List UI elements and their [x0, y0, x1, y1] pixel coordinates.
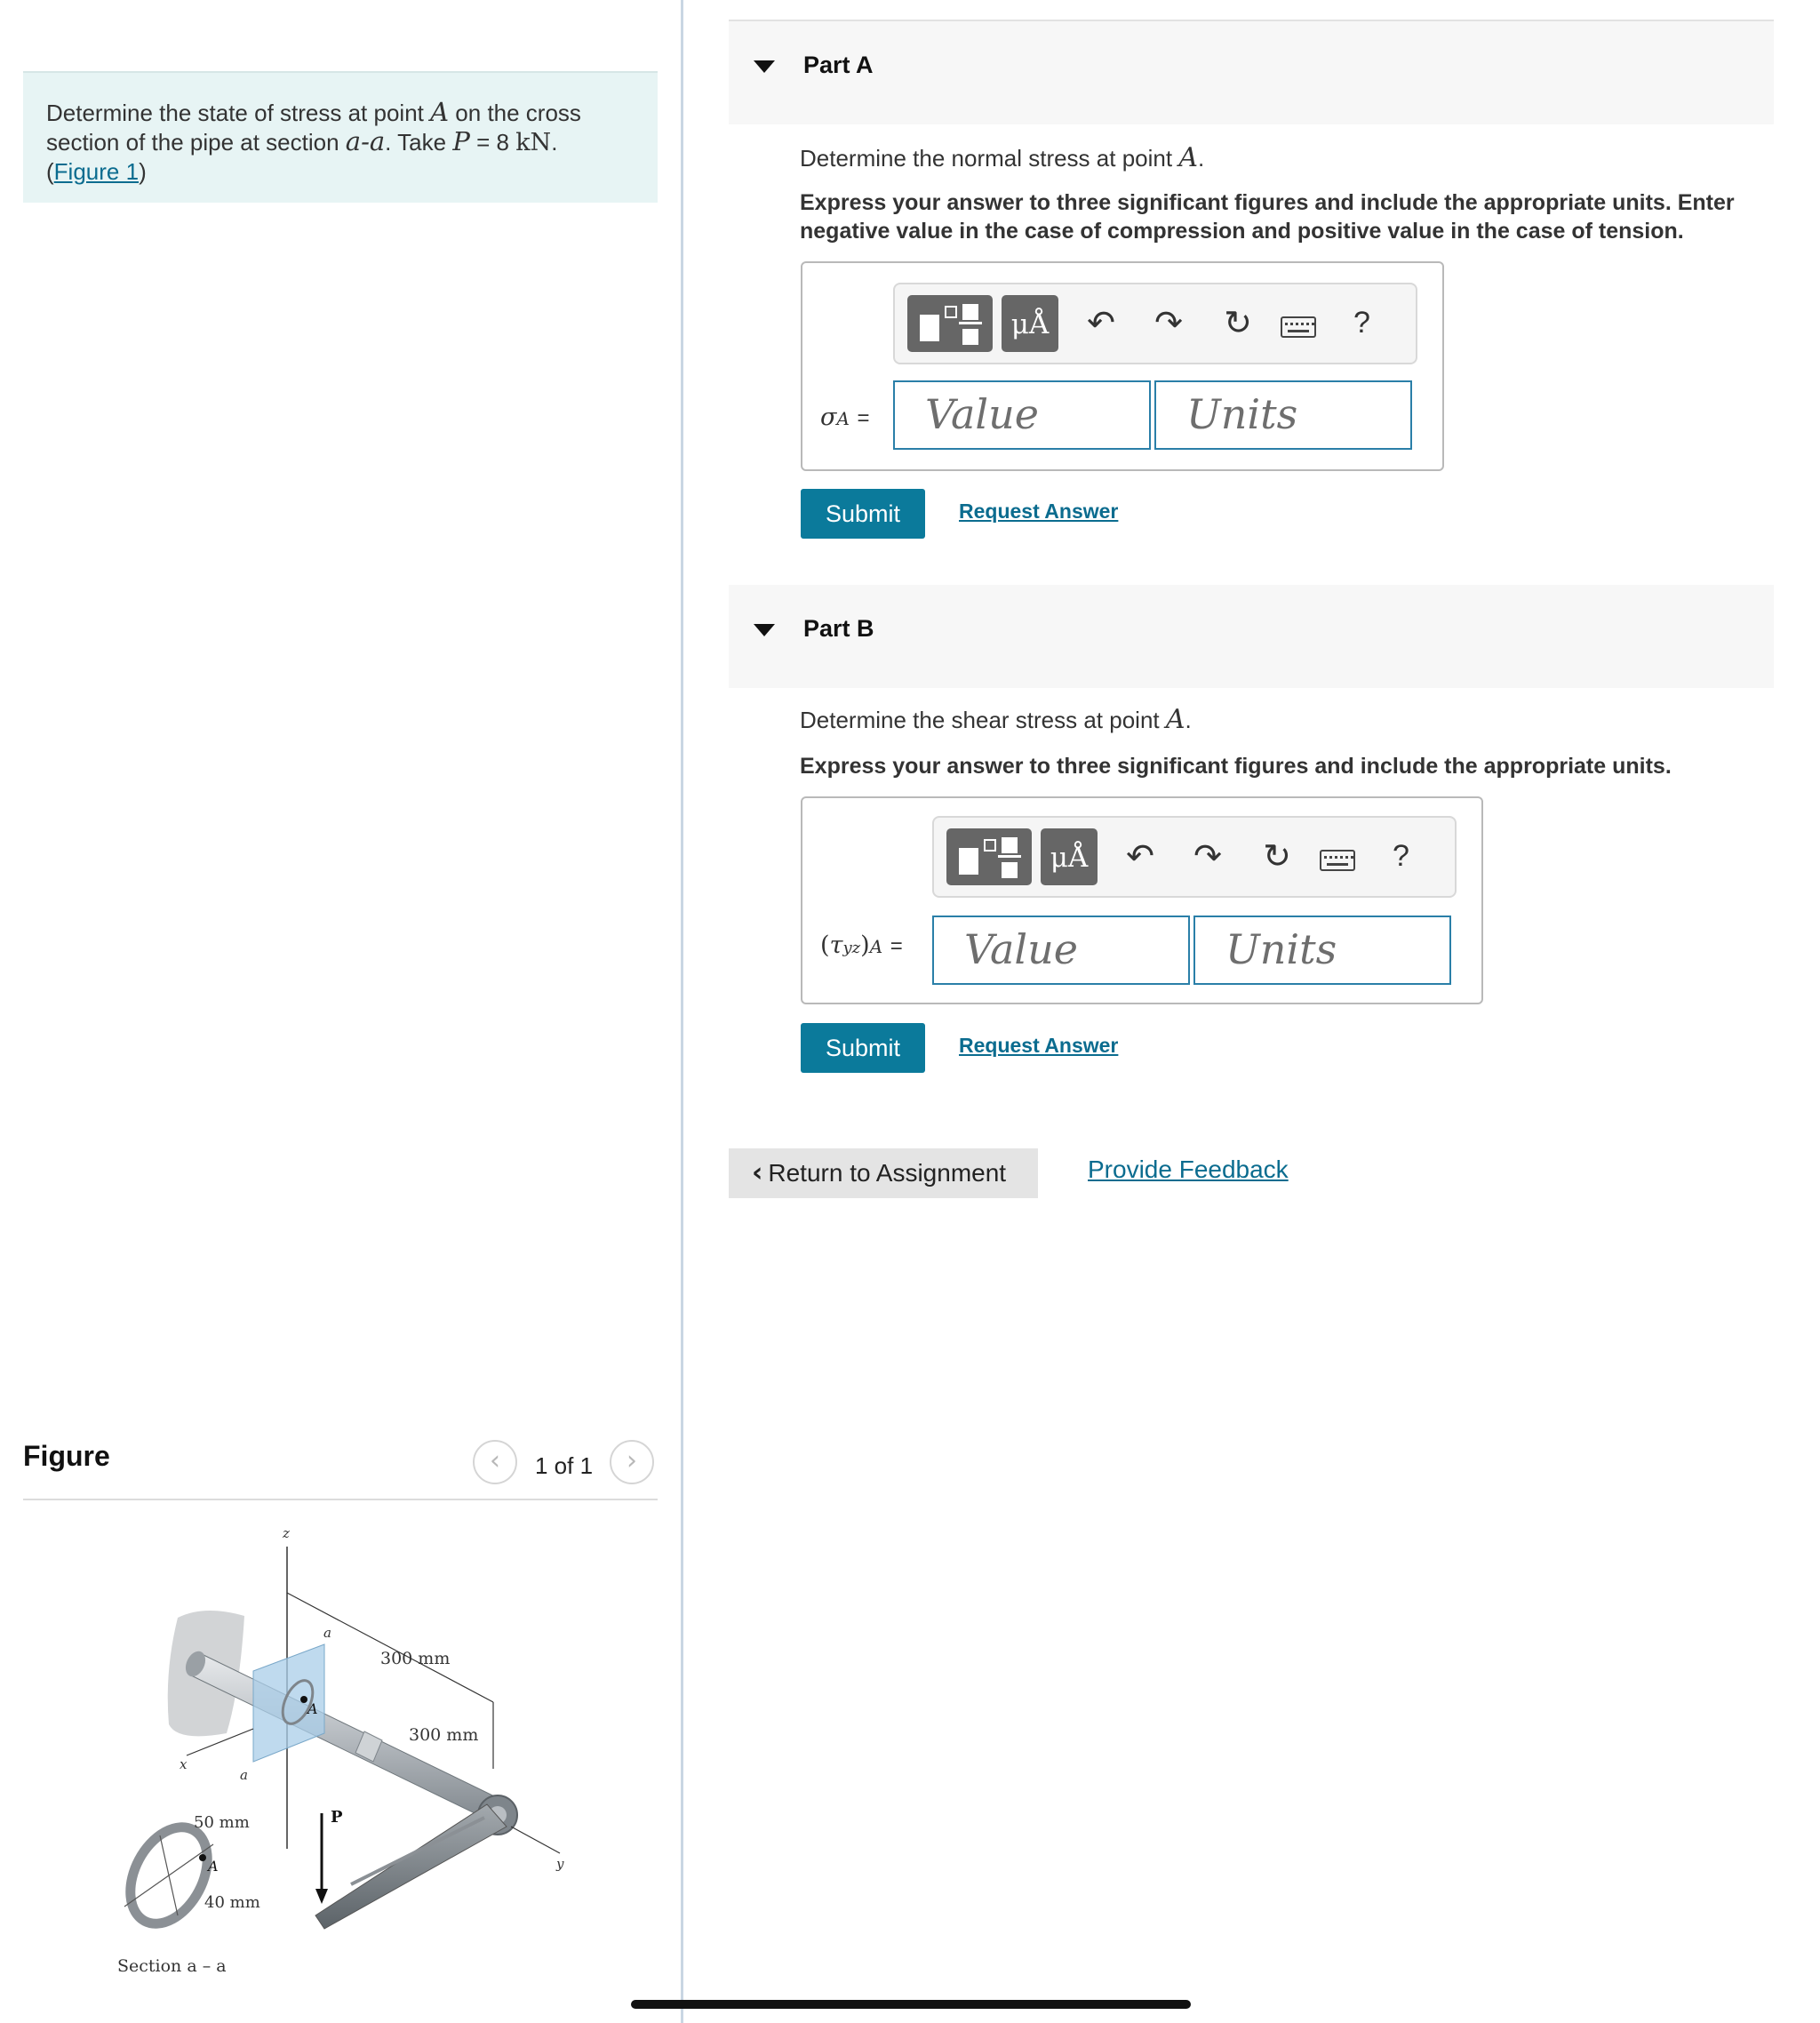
- section-label-bottom: a: [240, 1767, 248, 1783]
- outer-diameter-label: 50 mm: [194, 1813, 250, 1832]
- part-b-label-eq: =: [890, 934, 903, 958]
- pipe-figure: [0, 1511, 675, 2009]
- part-b-toolbar: [932, 816, 1457, 898]
- inner-diameter-label: 40 mm: [204, 1893, 260, 1912]
- figure-divider: [23, 1499, 658, 1500]
- part-b-question: Determine the shear stress at point A.: [800, 704, 1192, 735]
- chevron-left-icon: ‹: [490, 1445, 500, 1476]
- part-a-title: Part A: [803, 52, 874, 78]
- problem-point: A: [430, 97, 450, 127]
- figure-link[interactable]: Figure 1: [53, 158, 140, 185]
- part-b-request-answer-link[interactable]: Request Answer: [959, 1034, 1119, 1057]
- provide-feedback-link[interactable]: Provide Feedback: [1088, 1155, 1289, 1183]
- part-a-label-sub: A: [836, 408, 850, 429]
- keyboard-icon[interactable]: [1281, 316, 1316, 338]
- part-a-submit-button[interactable]: Submit: [801, 489, 925, 539]
- help-button[interactable]: ?: [1353, 306, 1370, 340]
- section-label-top: a: [323, 1625, 331, 1641]
- units-symbols-button[interactable]: μÅ: [1041, 828, 1098, 885]
- problem-text-1: Determine the state of stress at point: [46, 100, 424, 126]
- part-b-label: (τyz)A =: [820, 932, 903, 959]
- part-b-label-sub: A: [869, 936, 883, 957]
- part-b-title: Part B: [803, 615, 874, 642]
- part-b-answer-box: [801, 796, 1483, 1004]
- template-block-icon[interactable]: [946, 828, 1032, 885]
- problem-period: .: [551, 129, 558, 156]
- units-symbols-button[interactable]: μÅ: [1002, 295, 1058, 352]
- part-b-question-point: A: [1165, 704, 1185, 735]
- problem-equals: =: [476, 129, 491, 156]
- x-axis-label: x: [180, 1756, 188, 1772]
- chevron-right-icon: ›: [627, 1445, 637, 1476]
- part-a-units-input[interactable]: Units: [1154, 380, 1412, 450]
- dimension-300-1: 300 mm: [380, 1649, 451, 1668]
- return-label: Return to Assignment: [768, 1159, 1007, 1187]
- part-a-toolbar: [893, 283, 1417, 364]
- part-a-value-input[interactable]: Value: [893, 380, 1151, 450]
- part-a-question: Determine the normal stress at point A.: [800, 142, 1205, 173]
- part-a-question-text: Determine the normal stress at point: [800, 145, 1173, 172]
- home-indicator[interactable]: [631, 2000, 1191, 2009]
- template-block-icon[interactable]: [907, 295, 993, 352]
- part-b-units-input[interactable]: Units: [1193, 916, 1451, 985]
- z-axis-label: z: [283, 1525, 290, 1541]
- redo-icon[interactable]: ↷: [1193, 836, 1222, 876]
- part-a-request-answer-link[interactable]: Request Answer: [959, 500, 1119, 523]
- part-b-instruction: Express your answer to three significant figures and include the appropriate units.: [800, 754, 1672, 779]
- part-b-header[interactable]: [729, 585, 1774, 688]
- y-axis-label: y: [556, 1856, 564, 1872]
- column-divider: [681, 0, 683, 2023]
- reset-icon[interactable]: ↻: [1224, 303, 1252, 342]
- undo-icon[interactable]: ↶: [1087, 303, 1115, 342]
- problem-load-unit: kN: [515, 129, 552, 156]
- part-b-question-text: Determine the shear stress at point: [800, 707, 1160, 733]
- next-figure-button[interactable]: [610, 1440, 654, 1484]
- part-b-value-input[interactable]: Value: [932, 916, 1190, 985]
- part-a-label-eq: =: [857, 406, 870, 430]
- part-a-label-symbol: σ: [820, 404, 837, 431]
- y-axis: [511, 1827, 560, 1853]
- section-point-a-label: A: [208, 1858, 219, 1875]
- part-b-label-sub-inner: yz: [842, 939, 861, 957]
- part-a-answer-box: [801, 261, 1444, 471]
- chevron-left-icon: ‹: [752, 1157, 763, 1188]
- undo-icon[interactable]: ↶: [1126, 836, 1154, 876]
- problem-load-symbol: P: [452, 126, 470, 156]
- problem-text-2: on the cross section of the pipe at section: [46, 100, 581, 156]
- part-a-header[interactable]: [729, 21, 1774, 124]
- point-a-label: A: [307, 1700, 318, 1717]
- prev-figure-button[interactable]: [473, 1440, 517, 1484]
- part-a-label: [820, 404, 870, 431]
- crank-arm: [315, 1804, 507, 1929]
- section-caption: Section a – a: [117, 1956, 227, 1976]
- return-to-assignment-button[interactable]: [729, 1148, 1038, 1198]
- problem-text-3: . Take: [385, 129, 447, 156]
- collapse-triangle-icon[interactable]: [754, 60, 775, 73]
- part-b-submit-button[interactable]: Submit: [801, 1023, 925, 1073]
- problem-statement: Determine the state of stress at point A on the cross section of the pipe at section a-a. Take P = 8 kN. (Figure 1): [23, 71, 658, 203]
- dimension-300-2: 300 mm: [409, 1725, 479, 1745]
- figure-title: Figure: [23, 1440, 110, 1472]
- part-a-instruction: Express your answer to three significant figures and include the appropriate units. Enter negative value in the case of compression and positive value in the case of tension.: [800, 190, 1735, 244]
- keyboard-icon[interactable]: [1320, 850, 1355, 871]
- figure-pager-text: 1 of 1: [535, 1452, 594, 1479]
- redo-icon[interactable]: ↷: [1154, 303, 1183, 342]
- force-label: P: [331, 1808, 343, 1827]
- part-b-label-symbol: τ: [829, 932, 843, 959]
- collapse-triangle-icon[interactable]: [754, 624, 775, 636]
- reset-icon[interactable]: ↻: [1263, 836, 1291, 876]
- help-button[interactable]: ?: [1393, 839, 1409, 873]
- problem-section: a-a: [345, 126, 386, 156]
- problem-load-value: 8: [496, 129, 509, 156]
- part-a-question-point: A: [1178, 142, 1198, 173]
